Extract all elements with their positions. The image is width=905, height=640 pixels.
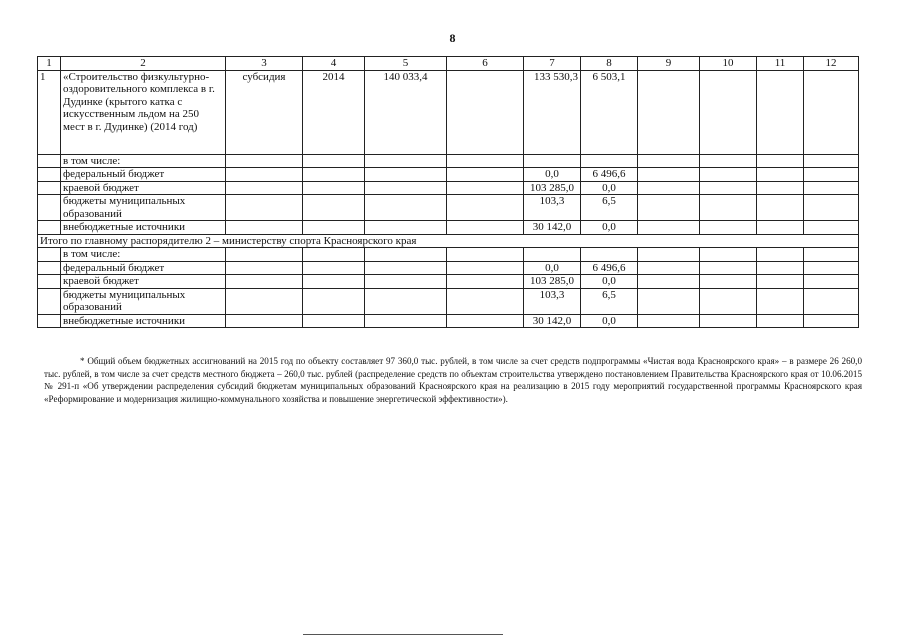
sub-row-label: бюджеты муниципальных образований	[61, 288, 226, 314]
col-header: 12	[804, 57, 859, 71]
col-header: 7	[524, 57, 581, 71]
sub-row-col8: 0,0	[581, 181, 638, 195]
item-cost: 140 033,4	[365, 70, 447, 154]
item-name: «Строительство физкультурно-оздоровительного комплекса в г. Дудинке (крытого катка с искусственным льдом на 250 мест в г. Дудинке) (2014 год)	[61, 70, 226, 154]
total-label: Итого по главному распорядителю 2 – министерству спорта Красноярского края	[38, 234, 859, 248]
sub-row-col7: 103,3	[524, 195, 581, 221]
sub-row-label: федеральный бюджет	[61, 168, 226, 182]
sub-row-col8: 6 496,6	[581, 168, 638, 182]
sub-row-col7: 30 142,0	[524, 314, 581, 328]
sub-row-label: в том числе:	[61, 154, 226, 168]
sub-row	[38, 168, 859, 182]
col-header: 10	[700, 57, 757, 71]
sub-row-col7: 0,0	[524, 261, 581, 275]
sub-row-col8: 6,5	[581, 288, 638, 314]
header-row	[38, 57, 859, 71]
sub-row-empty	[38, 221, 61, 235]
sub-row-col8: 6 496,6	[581, 261, 638, 275]
item-col8: 6 503,1	[581, 70, 638, 154]
sub-row	[38, 275, 859, 289]
sub-row	[38, 261, 859, 275]
sub-row-col7: 30 142,0	[524, 221, 581, 235]
sub-row-label: краевой бюджет	[61, 275, 226, 289]
sub-row-label: федеральный бюджет	[61, 261, 226, 275]
sub-row-empty	[38, 314, 61, 328]
sub-row	[38, 221, 859, 235]
footnote	[44, 355, 862, 406]
sub-row-empty	[38, 195, 61, 221]
col-header: 11	[757, 57, 804, 71]
total-row	[38, 234, 859, 248]
col-header: 2	[61, 57, 226, 71]
sub-row-label: в том числе:	[61, 248, 226, 262]
sub-row	[38, 195, 859, 221]
col-header: 3	[226, 57, 303, 71]
sub-row-col7: 103 285,0	[524, 181, 581, 195]
col-header: 6	[447, 57, 524, 71]
sub-row-empty	[38, 154, 61, 168]
sub-row-col8: 0,0	[581, 221, 638, 235]
sub-row	[38, 181, 859, 195]
sub-row-col8	[581, 154, 638, 168]
col-header: 8	[581, 57, 638, 71]
col-header: 9	[638, 57, 700, 71]
sub-row-label: бюджеты муниципальных образований	[61, 195, 226, 221]
sub-row-col7	[524, 154, 581, 168]
item-col6	[447, 70, 524, 154]
sub-row-col7: 103,3	[524, 288, 581, 314]
col-header: 4	[303, 57, 365, 71]
sub-row-label: внебюджетные источники	[61, 314, 226, 328]
sub-row-empty	[38, 261, 61, 275]
page-number: 8	[449, 31, 456, 45]
sub-row-col8: 0,0	[581, 275, 638, 289]
sub-row-col7: 103 285,0	[524, 275, 581, 289]
item-row	[38, 70, 859, 154]
sub-row-col8	[581, 248, 638, 262]
item-number: 1	[38, 70, 61, 154]
sub-row-col7	[524, 248, 581, 262]
sub-row	[38, 154, 859, 168]
col-header: 1	[38, 57, 61, 71]
footnote-text: * Общий объем бюджетных ассигнований на 2015 год по объекту составляет 97 360,0 тыс. рублей, в том числе за счет средств подпрограммы «Чистая вода Красноярского края» – в размере 26 260,0 тыс. рублей, в том числе за счет средств местного бюджета – 260,0 тыс. рублей (распределение средств по объектам строительства утверждено постановлением Правительства Красноярского края от 10.06.2015 № 291-п «Об утверждении распределения субсидий бюджетам муниципальных образований Красноярского края на реализацию в 2015 году мероприятий государственной программы Красноярского края «Реформирование и модернизация жилищно-коммунального хозяйства и повышение энергетической эффективности»).	[44, 356, 862, 405]
sub-row-label: внебюджетные источники	[61, 221, 226, 235]
item-year: 2014	[303, 70, 365, 154]
sub-row-col8: 0,0	[581, 314, 638, 328]
sub-row-empty	[38, 248, 61, 262]
sub-row-empty	[38, 288, 61, 314]
item-col7: 133 530,3	[524, 70, 581, 154]
budget-table	[37, 56, 859, 328]
sub-row-empty	[38, 275, 61, 289]
sub-row-col7: 0,0	[524, 168, 581, 182]
col-header: 5	[365, 57, 447, 71]
item-form: субсидия	[226, 70, 303, 154]
sub-row-empty	[38, 181, 61, 195]
sub-row	[38, 248, 859, 262]
sub-row-col8: 6,5	[581, 195, 638, 221]
sub-row-empty	[38, 168, 61, 182]
sub-row	[38, 314, 859, 328]
sub-row-label: краевой бюджет	[61, 181, 226, 195]
sub-row	[38, 288, 859, 314]
bottom-divider	[303, 634, 503, 635]
